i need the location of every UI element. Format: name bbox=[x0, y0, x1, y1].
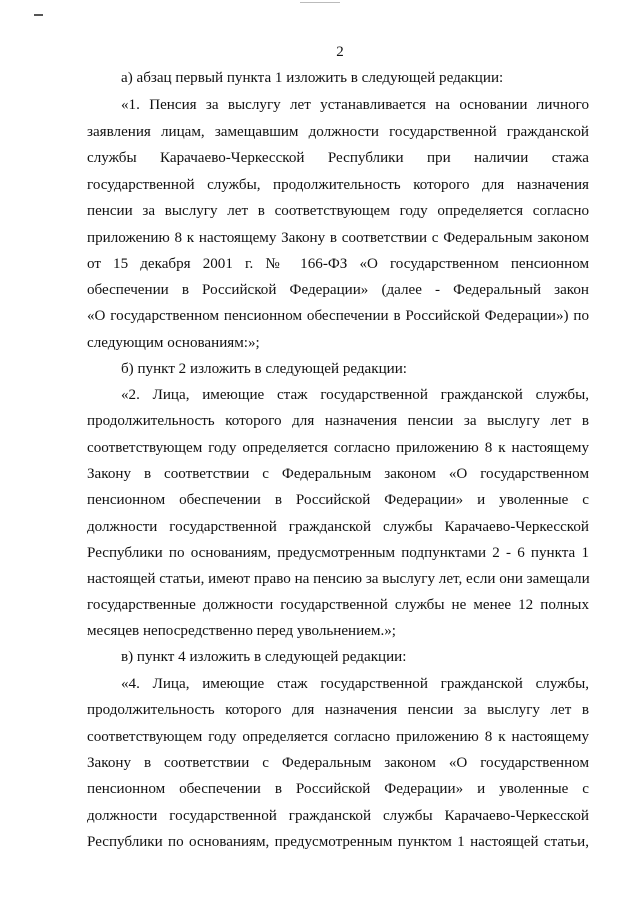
text-line: государственной службы, продолжительность которого для назначения bbox=[87, 177, 589, 193]
text-line: следующим основаниям:»; bbox=[87, 335, 260, 351]
text-line: Закону в соответствии с Федеральным законом «О государственном bbox=[87, 755, 589, 771]
text-line: настоящей статьи, имеют право на пенсию за выслугу лет, если они замещали bbox=[87, 571, 590, 587]
text-line: должности государственной гражданской службы Карачаево-Черкесской bbox=[87, 519, 589, 535]
text-line: «2. Лица, имеющие стаж государственной гражданской службы, bbox=[121, 387, 589, 403]
text-line: пенсии за выслугу лет в соответствующем году определяется согласно bbox=[87, 203, 589, 219]
text-line: а) абзац первый пункта 1 изложить в следующей редакции: bbox=[121, 70, 504, 86]
text-line: «4. Лица, имеющие стаж государственной гражданской службы, bbox=[121, 676, 589, 692]
text-line: «1. Пенсия за выслугу лет устанавливается на основании личного bbox=[121, 97, 589, 113]
text-line: государственные должности государственной службы не менее 12 полных bbox=[87, 597, 589, 613]
page-number: 2 bbox=[336, 44, 344, 60]
text-line: в) пункт 4 изложить в следующей редакции: bbox=[121, 649, 407, 665]
text-line: от 15 декабря 2001 г. № 166-ФЗ «О государственном пенсионном bbox=[87, 256, 589, 272]
text-line: заявления лицам, замещавшим должности государственной гражданской bbox=[87, 124, 589, 140]
text-line: «О государственном пенсионном обеспечении в Российской Федерации») по bbox=[87, 308, 589, 324]
text-line: месяцев непосредственно перед увольнением.»; bbox=[87, 623, 396, 639]
text-line: продолжительность которого для назначения пенсии за выслугу лет в bbox=[87, 702, 589, 718]
text-line: Республики по основаниям, предусмотренным подпунктами 2 - 6 пункта 1 bbox=[87, 545, 589, 561]
text-line: Республики по основаниям, предусмотренным пунктом 1 настоящей статьи, bbox=[87, 834, 589, 850]
scan-artifact bbox=[300, 2, 340, 3]
text-line: обеспечении в Российской Федерации» (далее - Федеральный закон bbox=[87, 282, 589, 298]
text-line: службы Карачаево-Черкесской Республики при наличии стажа bbox=[87, 150, 589, 166]
text-line: б) пункт 2 изложить в следующей редакции: bbox=[121, 361, 407, 377]
text-line: соответствующем году определяется согласно приложению 8 к настоящему bbox=[87, 729, 589, 745]
text-line: пенсионном обеспечении в Российской Федерации» и уволенные с bbox=[87, 781, 589, 797]
text-line: соответствующем году определяется согласно приложению 8 к настоящему bbox=[87, 440, 589, 456]
text-line: должности государственной гражданской службы Карачаево-Черкесской bbox=[87, 808, 589, 824]
text-line: продолжительность которого для назначения пенсии за выслугу лет в bbox=[87, 413, 589, 429]
text-line: пенсионном обеспечении в Российской Федерации» и уволенные с bbox=[87, 492, 589, 508]
text-line: Закону в соответствии с Федеральным законом «О государственном bbox=[87, 466, 589, 482]
scan-artifact bbox=[34, 14, 43, 16]
text-line: приложению 8 к настоящему Закону в соответствии с Федеральным законом bbox=[87, 230, 589, 246]
